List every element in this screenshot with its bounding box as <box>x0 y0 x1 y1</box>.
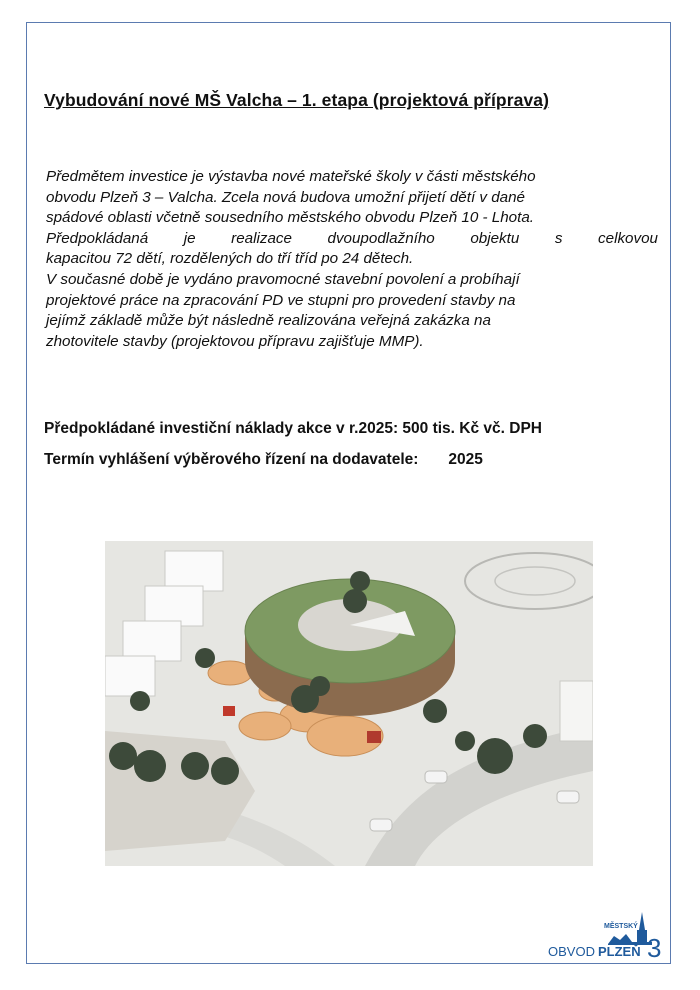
paragraph-line: Předmětem investice je výstavba nové mateřské školy v části městského <box>46 168 536 185</box>
paragraph-line: projektové práce na zpracování PD ve stupni pro provedení stavby na <box>46 291 516 309</box>
paragraph-line: spádové oblasti včetně sousedního městského obvodu Plzeň 10 - Lhota. <box>46 209 535 227</box>
mestsky-obvod-plzen-3-logo <box>546 908 668 960</box>
logo-numeral: 3 <box>647 933 662 960</box>
paragraph-line: kapacitou 72 dětí, rozdělených do tří tříd po 24 dětech. <box>46 250 414 268</box>
investment-cost-line: Předpokládané investiční náklady akce v r.2025: 500 tis. Kč vč. DPH <box>44 420 542 437</box>
logo-text-mestsky: MĚSTSKÝ <box>604 923 638 930</box>
paragraph-line: V současné době je vydáno pravomocné stavební povolení a probíhají <box>46 270 520 288</box>
logo-text-obvod: OBVOD <box>548 944 595 959</box>
paragraph-line: obvodu Plzeň 3 – Valcha. Zcela nová budova umožní přijetí dětí v dané <box>46 188 525 206</box>
architectural-rendering <box>105 541 593 866</box>
page-title: Vybudování nové MŠ Valcha – 1. etapa (projektová příprava) <box>44 90 550 110</box>
paragraph-line: zhotovitele stavby (projektovou přípravu zajišťuje MMP). <box>46 332 424 350</box>
tender-label: Termín vyhlášení výběrového řízení na dodavatele: <box>44 451 419 468</box>
logo-text-plzen: PLZEŇ <box>598 944 641 959</box>
paragraph-line: jejímž základě může být následně realizována veřejná zakázka na <box>46 312 491 330</box>
description-paragraph <box>46 167 658 352</box>
paragraph-line: Předpokládaná je realizace dvoupodlažního objektu s celkovou <box>46 229 658 247</box>
cost-summary <box>44 420 664 482</box>
tender-year: 2025 <box>448 451 483 468</box>
tender-date-line <box>44 451 664 482</box>
